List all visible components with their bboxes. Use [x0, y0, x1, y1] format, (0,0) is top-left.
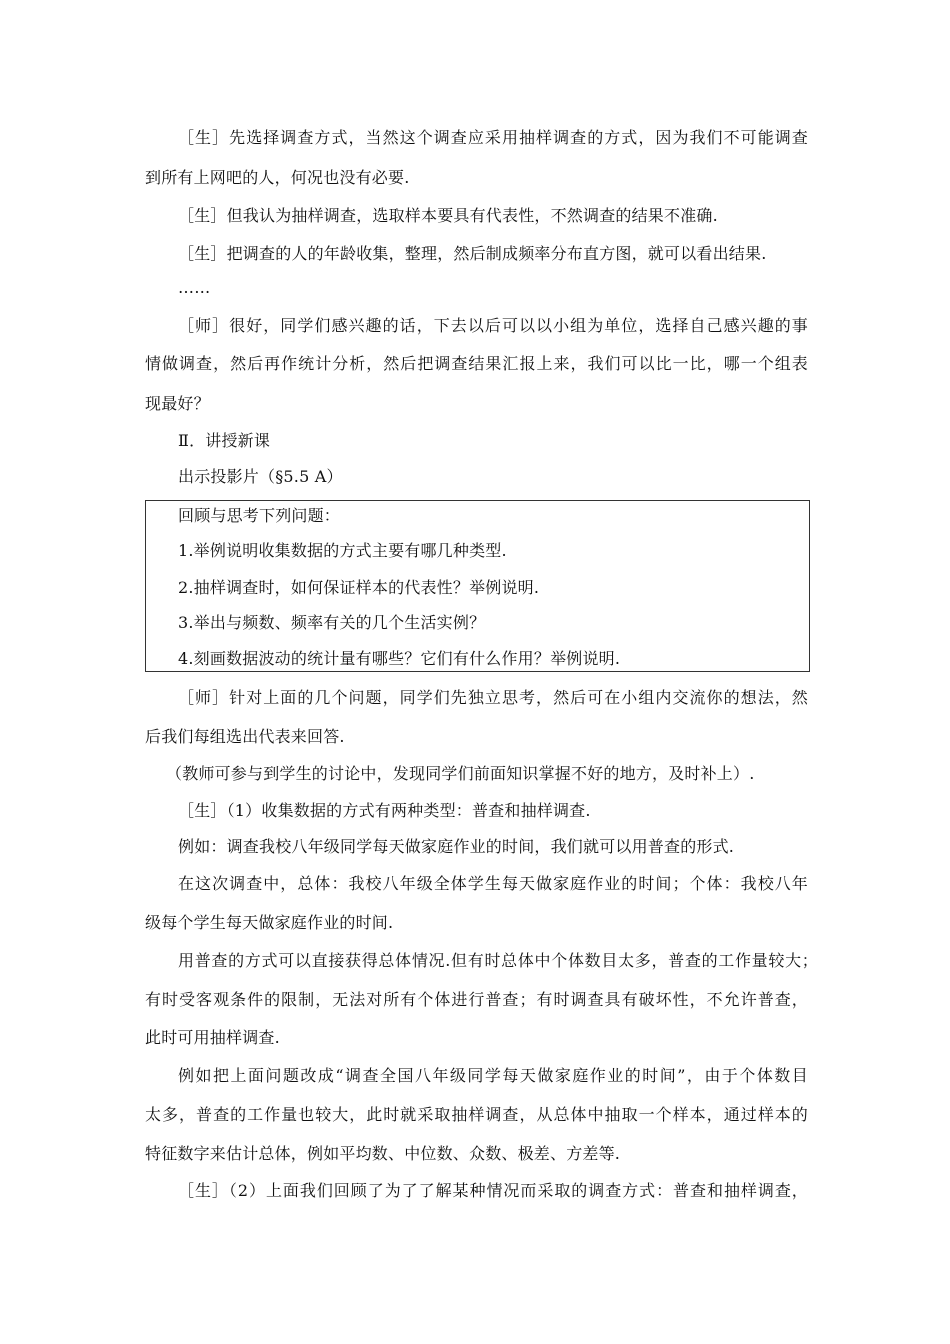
paragraph-student-line-1: ［生］先选择调查方式，当然这个调查应采用抽样调查的方式，因为我们不可能调查 [178, 128, 808, 147]
paragraph-student-sampling: ［生］但我认为抽样调查，选取样本要具有代表性，不然调查的结果不准确. [178, 206, 718, 225]
paragraph-teacher-line-3: 现最好？ [145, 394, 210, 413]
ellipsis: …… [178, 278, 211, 297]
paragraph-census-line-3: 此时可用抽样调查. [145, 1028, 280, 1047]
paragraph-national-line-1: 例如把上面问题改成“调查全国八年级同学每天做家庭作业的时间”，由于个体数目 [178, 1066, 808, 1085]
paragraph-teacher-prompt-line-1: ［师］针对上面的几个问题，同学们先独立思考，然后可在小组内交流你的想法，然 [178, 688, 808, 707]
paragraph-national-line-2: 太多，普查的工作量也较大，此时就采取抽样调查，从总体中抽取一个样本，通过样本的 [145, 1105, 808, 1124]
review-question-1: 1.举例说明收集数据的方式主要有哪几种类型. [178, 541, 507, 560]
review-box-title: 回顾与思考下列问题： [178, 506, 341, 525]
paragraph-census-line-1: 用普查的方式可以直接获得总体情况.但有时总体中个体数目太多，普查的工作量较大； [178, 951, 818, 970]
paragraph-example-census: 例如：调查我校八年级同学每天做家庭作业的时间，我们就可以用普查的形式. [178, 837, 735, 856]
review-question-2: 2.抽样调查时，如何保证样本的代表性？举例说明. [178, 578, 540, 597]
paragraph-census-line-2: 有时受客观条件的限制，无法对所有个体进行普查；有时调查具有破坏性，不允许普查， [145, 990, 808, 1009]
projection-label: 出示投影片（§5.5 A） [178, 467, 343, 486]
paragraph-population-line-2: 级每个学生每天做家庭作业的时间. [145, 913, 394, 932]
paragraph-teacher-note: （教师可参与到学生的讨论中，发现同学们前面知识掌握不好的地方，及时补上）. [166, 764, 755, 783]
paragraph-student-answer-2: ［生］（2）上面我们回顾了为了了解某种情况而采取的调查方式：普查和抽样调查， [178, 1181, 808, 1200]
section-heading: Ⅱ．讲授新课 [178, 431, 271, 450]
paragraph-population-line-1: 在这次调查中，总体：我校八年级全体学生每天做家庭作业的时间；个体：我校八年 [178, 874, 808, 893]
review-question-4: 4.刻画数据波动的统计量有哪些？它们有什么作用？举例说明. [178, 649, 621, 668]
paragraph-national-line-3: 特征数字来估计总体，例如平均数、中位数、众数、极差、方差等. [145, 1144, 621, 1163]
paragraph-student-histogram: ［生］把调查的人的年龄收集，整理，然后制成频率分布直方图，就可以看出结果. [178, 244, 767, 263]
paragraph-student-line-2: 到所有上网吧的人，何况也没有必要. [145, 168, 410, 187]
paragraph-teacher-prompt-line-2: 后我们每组选出代表来回答. [145, 727, 345, 746]
review-question-3: 3.举出与频数、频率有关的几个生活实例？ [178, 613, 486, 632]
paragraph-teacher-line-2: 情做调查，然后再作统计分析，然后把调查结果汇报上来，我们可以比一比，哪一个组表 [145, 354, 808, 373]
paragraph-teacher-line-1: ［师］很好，同学们感兴趣的话，下去以后可以以小组为单位，选择自己感兴趣的事 [178, 316, 808, 335]
paragraph-student-answer-1: ［生］（1）收集数据的方式有两种类型：普查和抽样调查. [178, 801, 591, 820]
